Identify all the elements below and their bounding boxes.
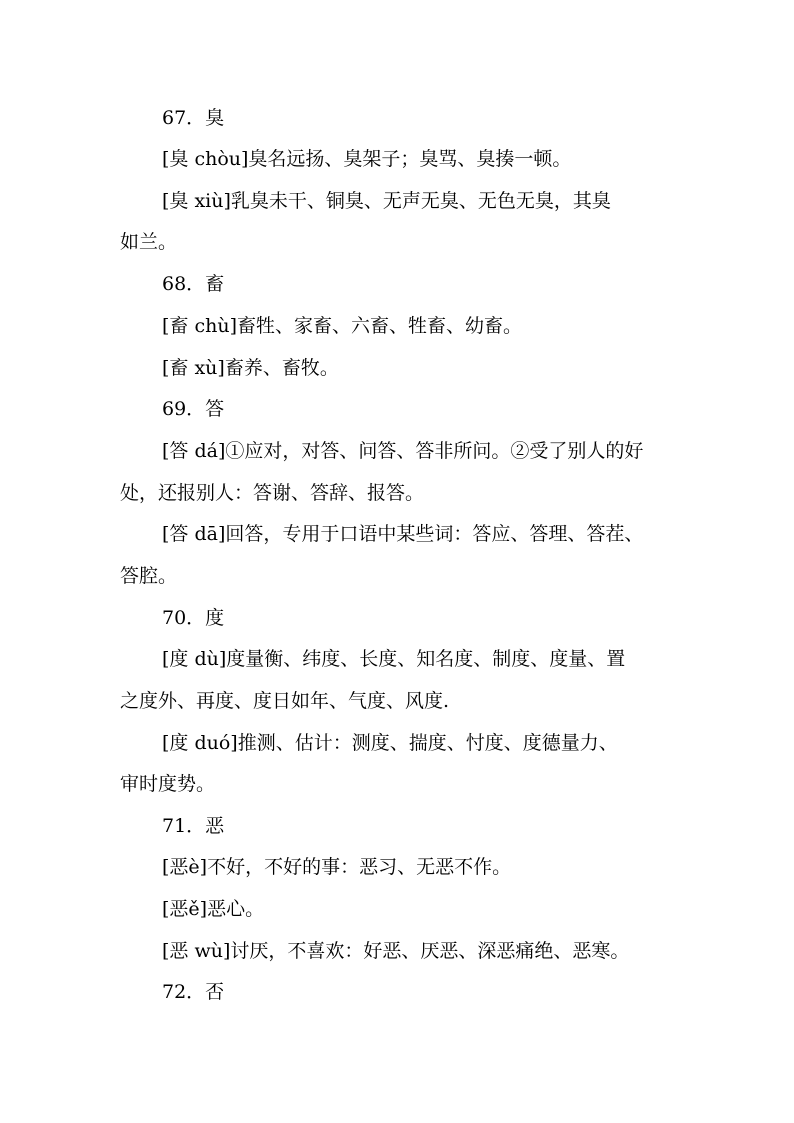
sense-line: [答 dá]①应对，对答、问答、答非所问。②受了别人的好 bbox=[162, 440, 644, 462]
sense-line: [恶 wù]讨厌，不喜欢：好恶、厌恶、深恶痛绝、恶寒。 bbox=[162, 940, 630, 962]
sense-line-continued: 审时度势。 bbox=[120, 773, 216, 795]
sense-line-continued: 之度外、再度、度日如年、气度、风度. bbox=[120, 690, 450, 712]
sense-line: [恶ě]恶心。 bbox=[162, 898, 265, 920]
sense-line: [恶è]不好，不好的事：恶习、无恶不作。 bbox=[162, 856, 512, 878]
sense-line-continued: 答腔。 bbox=[120, 565, 178, 587]
sense-line: [度 dù]度量衡、纬度、长度、知名度、制度、度量、置 bbox=[162, 648, 626, 670]
entry-heading: 67．臭 bbox=[162, 107, 225, 129]
sense-line: [答 dā]回答，专用于口语中某些词：答应、答理、答茬、 bbox=[162, 523, 644, 545]
sense-line: [臭 xiù]乳臭未干、铜臭、无声无臭、无色无臭，其臭 bbox=[162, 190, 611, 212]
entry-heading: 71．恶 bbox=[162, 815, 225, 837]
entry-heading: 69．答 bbox=[162, 398, 225, 420]
sense-line: [臭 chòu]臭名远扬、臭架子；臭骂、臭揍一顿。 bbox=[162, 148, 572, 170]
sense-line-continued: 处，还报别人：答谢、答辞、报答。 bbox=[120, 482, 425, 504]
entry-heading: 72．否 bbox=[162, 981, 225, 1003]
sense-line: [畜 xù]畜养、畜牧。 bbox=[162, 357, 339, 379]
entry-heading: 68．畜 bbox=[162, 273, 225, 295]
sense-line: [畜 chù]畜牲、家畜、六畜、牲畜、幼畜。 bbox=[162, 315, 522, 337]
sense-line: [度 duó]推测、估计：测度、揣度、忖度、度德量力、 bbox=[162, 732, 618, 754]
sense-line-continued: 如兰。 bbox=[120, 231, 178, 253]
entry-heading: 70．度 bbox=[162, 607, 225, 629]
